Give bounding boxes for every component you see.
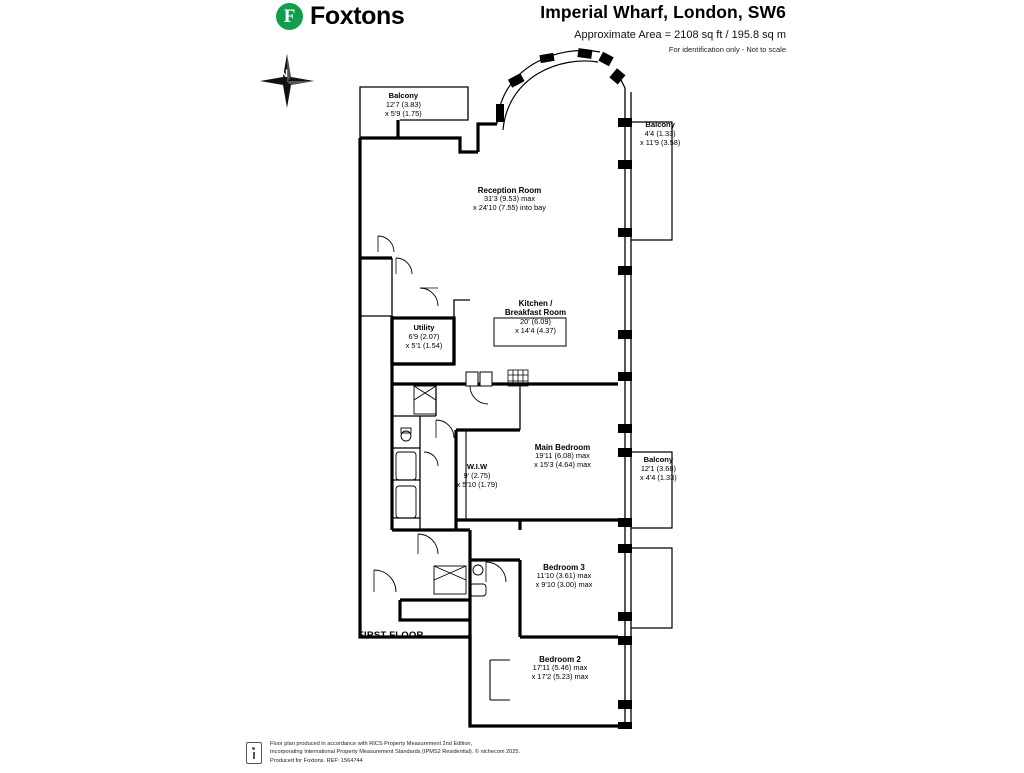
room-label-main-bedroom: Main Bedroom 19'11 (6.08) max x 15'3 (4.64) max: [534, 443, 591, 470]
floor-label: FIRST FLOOR: [358, 630, 424, 641]
room-label-wiw: W.I.W 9' (2.75) x 5'10 (1.79): [456, 462, 498, 489]
footer-text: [270, 740, 520, 765]
room-label-reception-room: Reception Room 31'3 (9.53) max x 24'10 (7.55) into bay: [473, 186, 546, 213]
compass-north-label: N: [280, 68, 288, 80]
room-label-balcony-top-right: Balcony 4'4 (1.33) x 11'9 (3.58): [640, 120, 681, 147]
room-label-balcony-middle-right: Balcony 12'1 (3.68) x 4'4 (1.33): [640, 455, 677, 482]
footer-line-2: Incorporating International Property Measurement Standards (IPMS2 Residential). © nichecom 2025.: [270, 749, 521, 756]
brand-name: Foxtons: [310, 2, 405, 30]
info-icon: [246, 742, 262, 764]
foxtons-f-icon: F: [276, 3, 303, 30]
page-title: Imperial Wharf, London, SW6: [540, 2, 786, 22]
room-label-utility: Utility 6'9 (2.07) x 5'1 (1.54): [405, 323, 443, 350]
identification-note: For identification only - Not to scale: [668, 45, 786, 54]
room-label-bedroom-3: Bedroom 3 11'10 (3.61) max x 9'10 (3.00) max: [535, 563, 593, 590]
room-label-balcony-top-left: Balcony 12'7 (3.83) x 5'9 (1.75): [385, 91, 422, 118]
footer-disclaimer: [246, 740, 520, 765]
area-summary: Approximate Area = 2108 sq ft / 195.8 sq m: [574, 29, 786, 41]
room-label-kitchen-breakfast-room: Kitchen / Breakfast Room 20' (6.09) x 14'4 (4.37): [504, 299, 567, 335]
footer-line-1: Floor plan produced in accordance with RICS Property Measurement 2nd Edition,: [270, 741, 473, 747]
room-label-bedroom-2: Bedroom 2 17'11 (5.46) max x 17'2 (5.23) max: [531, 655, 589, 682]
footer-line-3: Produced for Foxtons. REF: 1564744: [270, 757, 363, 764]
